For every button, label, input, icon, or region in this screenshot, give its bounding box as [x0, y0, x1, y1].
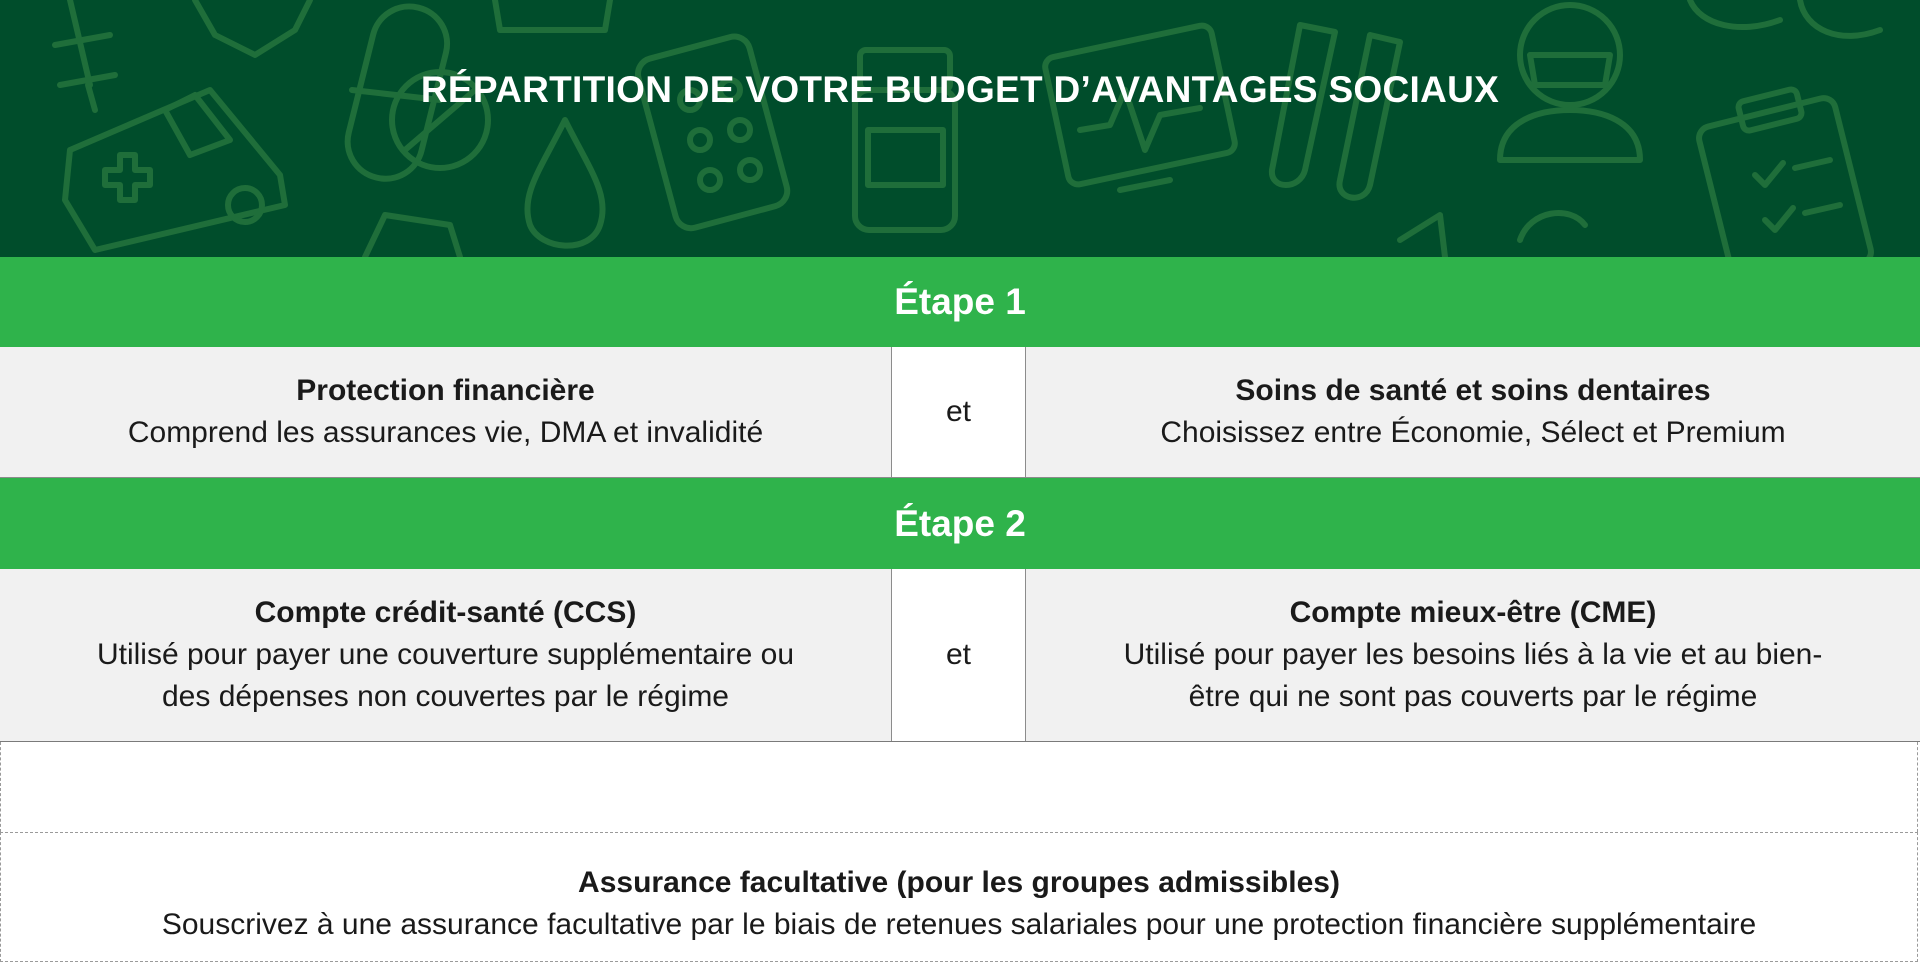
wellness-account-cell	[1026, 569, 1920, 741]
health-credit-account-cell	[0, 569, 891, 741]
optional-insurance-box	[0, 832, 1918, 962]
step-2-connector	[891, 569, 1026, 741]
connector-text: et	[945, 638, 972, 671]
page-title	[0, 0, 1920, 257]
health-credit-account-description-line1: Utilisé pour payer une couverture supplémentaire ou	[96, 638, 795, 671]
page-title-text: RÉPARTITION DE VOTRE BUDGET D’AVANTAGES SOCIAUX	[420, 68, 1500, 110]
financial-protection-cell	[0, 347, 891, 477]
connector-text: et	[945, 395, 972, 428]
financial-protection-title: Protection financière	[296, 374, 595, 407]
step-1-header: Étape 1	[0, 257, 1920, 347]
header-banner	[0, 0, 1920, 257]
wellness-account-title: Compte mieux-être (CME)	[1289, 596, 1657, 629]
health-dental-description: Choisissez entre Économie, Sélect et Premium	[1160, 416, 1786, 449]
health-credit-account-description-line2: des dépenses non couvertes par le régime	[161, 680, 729, 713]
section-spacer	[0, 742, 1918, 832]
health-dental-cell	[1026, 347, 1920, 477]
health-credit-account-title: Compte crédit-santé (CCS)	[254, 596, 637, 629]
step-2-header: Étape 2	[0, 478, 1920, 569]
wellness-account-description-line2: être qui ne sont pas couverts par le régime	[1188, 680, 1758, 713]
health-dental-title: Soins de santé et soins dentaires	[1235, 374, 1711, 407]
step-2-row	[0, 569, 1920, 742]
optional-insurance-description: Souscrivez à une assurance facultative par le biais de retenues salariales pour une protection financière supplémentaire	[161, 908, 1757, 941]
step-1-row	[0, 347, 1920, 478]
step-1-connector	[891, 347, 1026, 477]
wellness-account-description-line1: Utilisé pour payer les besoins liés à la vie et au bien-	[1123, 638, 1823, 671]
optional-insurance-title: Assurance facultative (pour les groupes admissibles)	[578, 866, 1340, 899]
financial-protection-description: Comprend les assurances vie, DMA et invalidité	[127, 416, 764, 449]
